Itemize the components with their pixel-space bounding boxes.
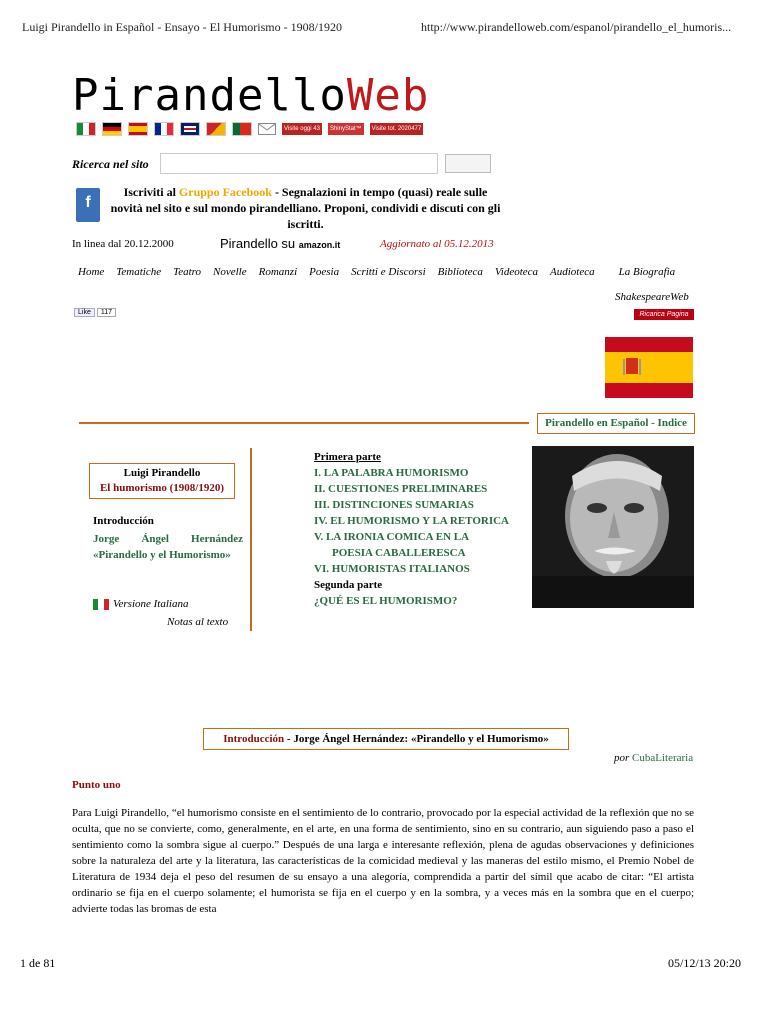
page-url[interactable]: http://www.pirandelloweb.com/espanol/pirandello_el_humoris... (421, 20, 732, 34)
vertical-divider (250, 448, 252, 631)
author-name: Luigi Pirandello (123, 467, 201, 479)
index-link[interactable]: Pirandello en Español - Indice (537, 413, 695, 434)
main-nav (78, 266, 687, 278)
nav-item[interactable]: Poesia (309, 266, 340, 278)
author-portrait (532, 446, 694, 608)
shinystat-badge[interactable]: ShinyStat™ (328, 123, 364, 135)
byline: por CubaLiteraria (614, 752, 694, 764)
facebook-group-link[interactable]: Gruppo Facebook (178, 185, 272, 199)
page-number: 1 de 81 (20, 956, 56, 970)
section-title: Punto uno (72, 779, 121, 791)
page-title-header: Luigi Pirandello in Español - Ensayo - El Humorismo - 1908/1920 (22, 20, 342, 34)
spain-flag-large (605, 337, 693, 398)
print-datetime: 05/12/13 20:20 (668, 956, 742, 970)
body-paragraph: Para Luigi Pirandello, “el humorismo consiste en el sentimiento de lo contrario, provocado por la especial actividad de la reflexión que no se oculta, que no se convierte, como, generalmente, en el arte, en una forma de sentimiento, sino en su contrario, aun siguiendo paso a paso el sentimiento como la sombra sigue al cuerpo.” Después de una larga e interesante reflexión, plena de agudas observaciones y definiciones sobre la naturaleza del arte y la literatura, las características de la comicidad medieval y las maneras del estilo mismo, el Premio Nobel de Literatura de 1934 deja el peso del resumen de su ensayo a una alegoría, comprendida a partir del símil que acabo de citar: “El artista ordinario se fija en el cuerpo solamente; el humorista se fija en el cuerpo y en la sombra, y a veces más en la sombra que en el cuerpo; advierte todas las bromas de esta (72, 807, 694, 915)
visits-today-counter: Visite oggi 43 (282, 123, 322, 135)
visits-total-counter: Visite tot. 2020477 (370, 123, 424, 135)
toc-item[interactable]: IV. EL HUMORISMO Y LA RETORICA (314, 515, 509, 527)
sicily-flag[interactable] (206, 122, 226, 136)
search-label: Ricerca nel sito (72, 157, 149, 171)
like-widget[interactable] (74, 308, 116, 317)
search-input[interactable] (160, 153, 438, 174)
intro-title-red: Introducción (223, 733, 285, 745)
work-title: El humorismo (1908/1920) (99, 482, 225, 494)
intro-title-rest: - Jorge Ángel Hernández: «Pirandello y el Humorismo» (284, 733, 549, 745)
toc-item[interactable]: VI. HUMORISTAS ITALIANOS (314, 563, 470, 575)
logo-part-2: Web (346, 70, 430, 121)
notes-link[interactable]: Notas al texto (167, 616, 229, 628)
like-count: 117 (97, 308, 116, 317)
mail-icon[interactable] (258, 123, 276, 135)
like-button[interactable]: Like (74, 308, 95, 317)
toc-item[interactable]: V. LA IRONIA COMICA EN LA (314, 531, 470, 543)
toc-item[interactable]: I. LA PALABRA HUMORISMO (314, 467, 469, 479)
divider (79, 422, 529, 424)
italian-version-link[interactable]: Versione Italiana (93, 598, 188, 610)
toc-item[interactable]: ¿QUÉ ES EL HUMORISMO? (314, 595, 458, 607)
nav-item[interactable]: Biblioteca (437, 266, 483, 278)
germany-flag[interactable] (102, 122, 122, 136)
italy-flag[interactable] (76, 122, 96, 136)
intro-link[interactable]: Jorge Ángel Hernández «Pirandello y el Humorismo» (93, 533, 243, 561)
nav-item[interactable]: Scritti e Discorsi (351, 266, 426, 278)
logo-part-1: Pirandello (72, 70, 347, 121)
table-of-contents (314, 449, 509, 609)
amazon-link[interactable]: Pirandello su amazon.it (220, 236, 341, 251)
nav-item[interactable]: La Biografia (618, 266, 676, 278)
source-link[interactable]: CubaLiteraria (632, 752, 694, 764)
online-since: In linea dal 20.12.2000 (72, 238, 174, 250)
nav-item[interactable]: Teatro (173, 266, 202, 278)
language-flags (76, 122, 423, 136)
nav-item[interactable]: Audioteca (550, 266, 595, 278)
nav-item[interactable]: Videoteca (494, 266, 539, 278)
nav-item[interactable]: Home (78, 266, 105, 278)
portugal-flag[interactable] (232, 122, 252, 136)
search-button[interactable] (445, 154, 491, 173)
shakespeareweb-link[interactable]: ShakespeareWeb (615, 291, 689, 303)
last-updated: Aggiornato al 05.12.2013 (380, 238, 494, 250)
work-title-box (89, 463, 235, 499)
spain-flag[interactable] (128, 122, 148, 136)
nav-item[interactable]: Novelle (213, 266, 247, 278)
facebook-promo: Iscriviti al Gruppo Facebook - Segnalazioni in tempo (quasi) reale sulle novità nel sito e sul mondo pirandelliano. Proponi, condividi e discuti con gli iscritti. (110, 185, 501, 231)
intro-heading: Introducción (93, 515, 154, 527)
france-flag[interactable] (154, 122, 174, 136)
reload-page-button[interactable]: Ricarica Pagina (634, 309, 694, 320)
nav-item[interactable]: Romanzi (258, 266, 298, 278)
italy-flag-small (93, 599, 109, 610)
toc-part-2: Segunda parte (314, 579, 383, 591)
toc-part-1: Primera parte (314, 451, 381, 463)
facebook-icon[interactable]: f (76, 188, 100, 222)
toc-item[interactable]: POESIA CABALLERESCA (332, 547, 466, 559)
uk-flag[interactable] (180, 122, 200, 136)
intro-title-box (203, 728, 569, 750)
site-logo[interactable] (72, 70, 429, 122)
toc-item[interactable]: III. DISTINCIONES SUMARIAS (314, 499, 474, 511)
nav-item[interactable]: Tematiche (116, 266, 162, 278)
toc-item[interactable]: II. CUESTIONES PRELIMINARES (314, 483, 488, 495)
